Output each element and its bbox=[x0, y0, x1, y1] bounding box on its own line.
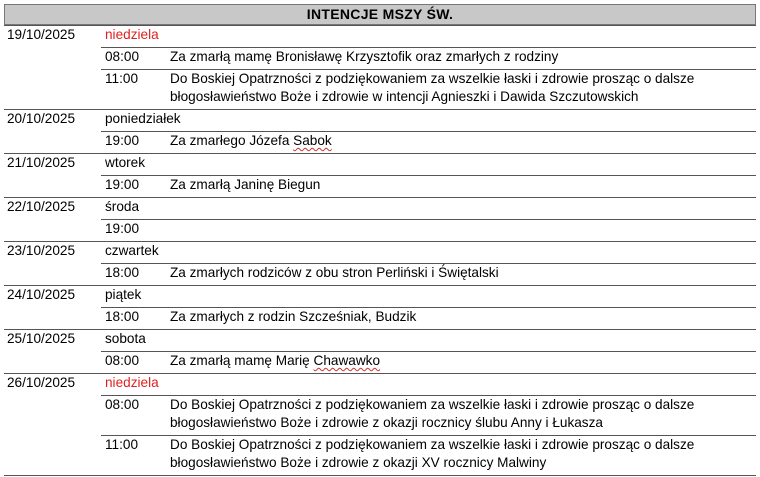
spellcheck-underlined-name: Chawawko bbox=[313, 353, 381, 368]
intention-text: Za zmarłego Józefa Sabok bbox=[170, 133, 332, 148]
intention-text: Za zmarłą mamę Bronisławę Krzysztofik oraz zmarłych z rodziny bbox=[170, 49, 559, 64]
day-name: piątek bbox=[105, 287, 142, 302]
mass-time: 19:00 bbox=[105, 221, 140, 236]
mass-time: 08:00 bbox=[105, 397, 140, 412]
day-date: 26/10/2025 bbox=[7, 375, 76, 390]
intention-text: Za zmarłych rodziców z obu stron Perliński i Świętalski bbox=[170, 265, 499, 280]
intention-text: Za zmarłą mamę Marię Chawawko bbox=[170, 353, 381, 368]
day-date: 20/10/2025 bbox=[7, 111, 76, 126]
day-date: 23/10/2025 bbox=[7, 243, 76, 258]
intention-text: Do Boskiej Opatrzności z podziękowaniem za wszelkie łaski i zdrowie prosząc o dalsze bbox=[170, 437, 695, 452]
day-name: niedziela bbox=[105, 27, 159, 42]
day-name: czwartek bbox=[105, 243, 159, 258]
mass-time: 11:00 bbox=[105, 437, 139, 452]
day-name: wtorek bbox=[105, 155, 146, 170]
mass-time: 18:00 bbox=[105, 309, 140, 324]
day-name: środa bbox=[105, 199, 140, 214]
day-date: 24/10/2025 bbox=[7, 287, 76, 302]
intention-text: błogosławieństwo Boże i zdrowie z okazji XV rocznicy Malwiny bbox=[170, 455, 547, 470]
intention-text: Za zmarłych z rodzin Szcześniak, Budzik bbox=[170, 309, 417, 324]
day-date: 21/10/2025 bbox=[7, 155, 76, 170]
row-divider bbox=[4, 475, 756, 476]
mass-time: 19:00 bbox=[105, 133, 140, 148]
mass-time: 19:00 bbox=[105, 177, 140, 192]
intention-text: Do Boskiej Opatrzności z podziękowaniem za wszelkie łaski i zdrowie prosząc o dalsze bbox=[170, 397, 695, 412]
page-title: INTENCJE MSZY ŚW. bbox=[4, 4, 756, 25]
intention-text: Za zmarłą Janinę Biegun bbox=[170, 177, 321, 192]
intention-text: Do Boskiej Opatrzności z podziękowaniem za wszelkie łaski i zdrowie prosząc o dalsze bbox=[170, 71, 695, 86]
day-date: 22/10/2025 bbox=[7, 199, 76, 214]
intention-text: błogosławieństwo Boże i zdrowie z okazji rocznicy ślubu Anny i Łukasza bbox=[170, 415, 603, 430]
intention-text: błogosławieństwo Boże i zdrowie w intencji Agnieszki i Dawida Szczutowskich bbox=[170, 89, 639, 104]
day-date: 25/10/2025 bbox=[7, 331, 76, 346]
day-name: niedziela bbox=[105, 375, 159, 390]
mass-time: 08:00 bbox=[105, 49, 140, 64]
day-date: 19/10/2025 bbox=[7, 27, 76, 42]
mass-time: 11:00 bbox=[105, 71, 139, 86]
mass-time: 18:00 bbox=[105, 265, 140, 280]
day-name: poniedziałek bbox=[105, 111, 181, 126]
mass-divider bbox=[101, 219, 756, 220]
day-name: sobota bbox=[105, 331, 146, 346]
mass-time: 08:00 bbox=[105, 353, 140, 368]
spellcheck-underlined-name: Sabok bbox=[293, 133, 332, 148]
